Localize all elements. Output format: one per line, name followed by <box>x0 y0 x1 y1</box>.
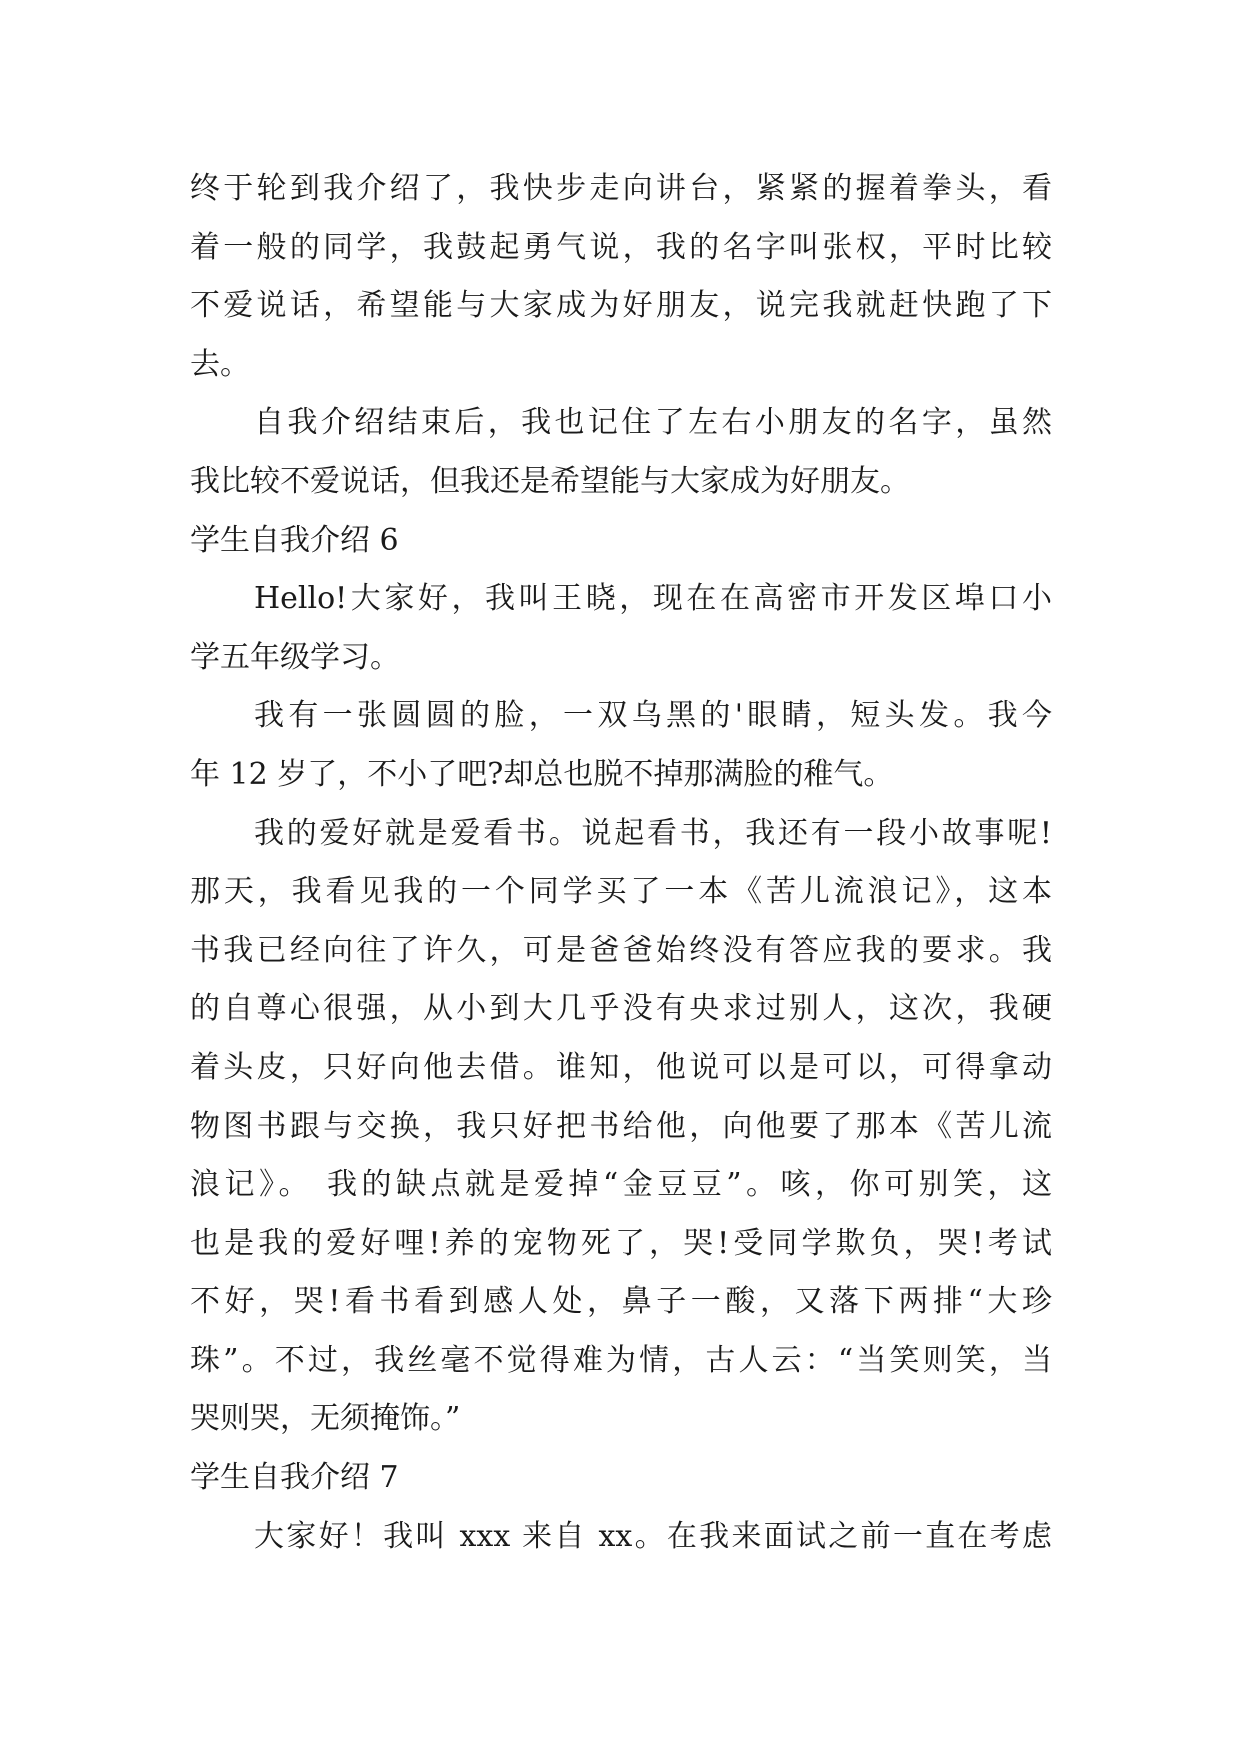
paragraph-line: 去。 <box>190 346 250 382</box>
paragraph-line: 我有一张圆圆的脸，一双乌黑的'眼睛，短头发。我今 <box>254 698 1052 734</box>
paragraph-line: 也是我的爱好哩!养的宠物死了，哭!受同学欺负，哭!考试 <box>190 1225 1052 1261</box>
paragraph-line: 物图书跟与交换，我只好把书给他，向他要了那本《苦儿流 <box>190 1108 1052 1144</box>
paragraph-line: 自我介绍结束后，我也记住了左右小朋友的名字，虽然 <box>254 405 1052 441</box>
paragraph-line: 的自尊心很强，从小到大几乎没有央求过别人，这次，我硬 <box>190 991 1052 1027</box>
paragraph-line: 学五年级学习。 <box>190 639 400 675</box>
paragraph-line: 珠”。不过，我丝毫不觉得难为情，古人云：“当笑则笑，当 <box>190 1342 1052 1378</box>
paragraph-line: 我的爱好就是爱看书。说起看书，我还有一段小故事呢! <box>254 815 1052 851</box>
paragraph-line: 我比较不爱说话，但我还是希望能与大家成为好朋友。 <box>190 463 910 499</box>
paragraph-line: 浪记》。 我的缺点就是爱掉“金豆豆”。咳，你可别笑，这 <box>190 1167 1052 1203</box>
paragraph-line: Hello!大家好，我叫王晓，现在在高密市开发区埠口小 <box>254 581 1052 617</box>
paragraph-line: 哭则哭，无须掩饰。” <box>190 1401 461 1437</box>
paragraph-line: 不好，哭!看书看到感人处，鼻子一酸，又落下两排“大珍 <box>190 1284 1052 1320</box>
section-heading: 学生自我介绍 6 <box>190 522 399 558</box>
paragraph-line: 终于轮到我介绍了，我快步走向讲台，紧紧的握着拳头，看 <box>190 171 1052 206</box>
document-body <box>190 160 1052 1566</box>
paragraph-line: 大家好！我叫 xxx 来自 xx。在我来面试之前一直在考虑 <box>254 1518 1052 1554</box>
paragraph-line: 那天，我看见我的一个同学买了一本《苦儿流浪记》，这本 <box>190 874 1052 910</box>
paragraph-line: 年 12 岁了，不小了吧?却总也脱不掉那满脸的稚气。 <box>190 756 894 792</box>
paragraph-line: 着一般的同学，我鼓起勇气说，我的名字叫张权，平时比较 <box>190 229 1052 265</box>
section-heading: 学生自我介绍 7 <box>190 1460 399 1496</box>
paragraph-line: 不爱说话，希望能与大家成为好朋友，说完我就赶快跑了下 <box>190 288 1052 324</box>
paragraph-line: 着头皮，只好向他去借。谁知，他说可以是可以，可得拿动 <box>190 1049 1052 1085</box>
paragraph-line: 书我已经向往了许久，可是爸爸始终没有答应我的要求。我 <box>190 932 1052 968</box>
